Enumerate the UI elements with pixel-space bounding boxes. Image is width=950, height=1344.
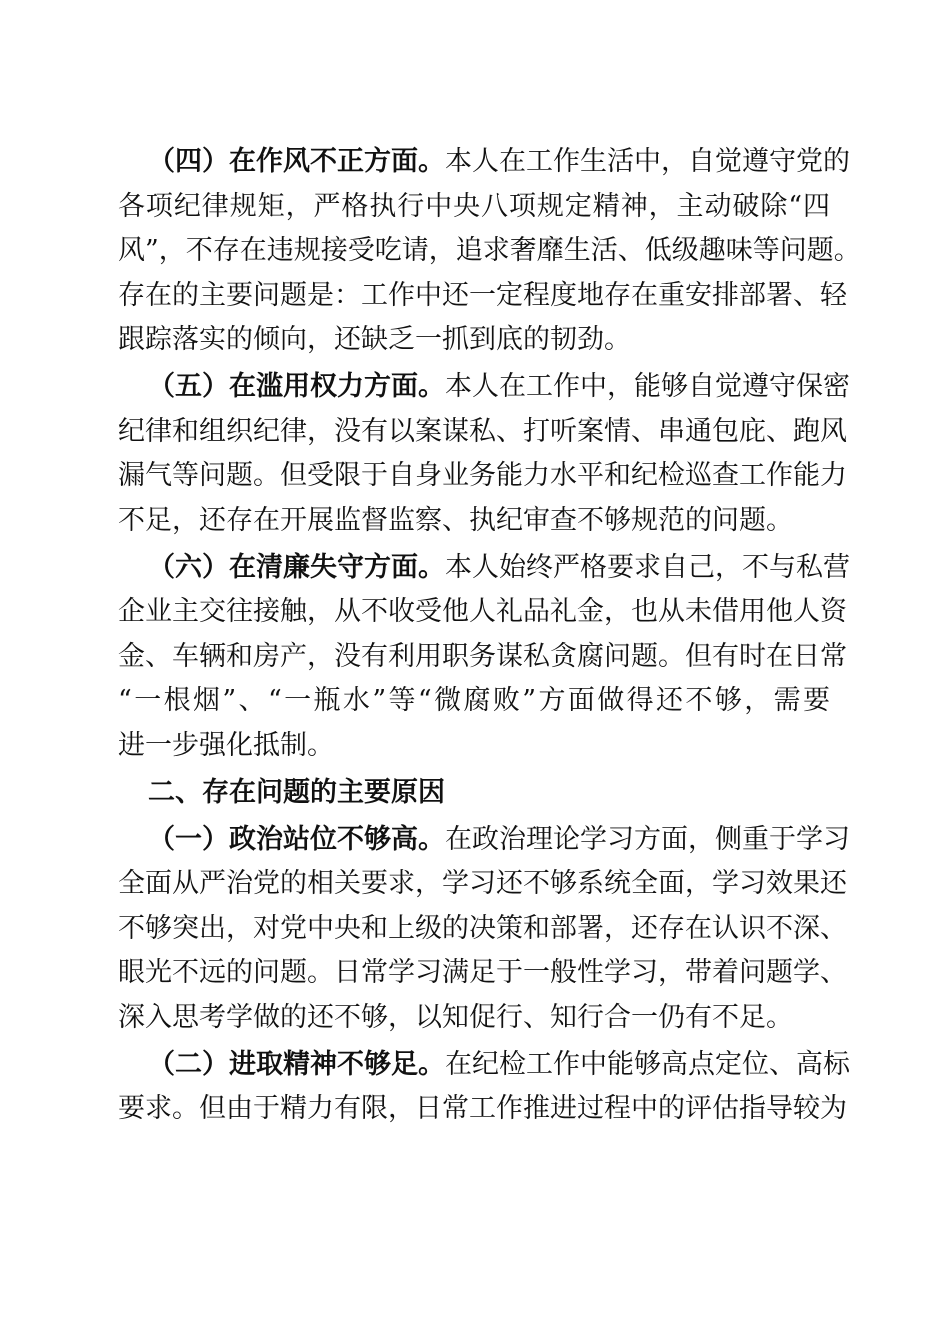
paragraph-lead: （五）在滥用权力方面。	[148, 371, 445, 403]
section-heading: 二、存在问题的主要原因	[148, 776, 445, 808]
text-line	[118, 818, 850, 863]
text-line	[118, 679, 830, 724]
text-line	[118, 185, 830, 230]
text-line	[118, 454, 847, 499]
text-line	[118, 410, 847, 455]
paragraph-lead: （一）政治站位不够高。	[148, 823, 445, 855]
line-text: 眼光不远的问题。日常学习满足于一般性学习，带着问题学、	[118, 957, 847, 989]
line-text: 要求。但由于精力有限，日常工作推进过程中的评估指导较为	[118, 1093, 847, 1125]
line-text: 风”，不存在违规接受吃请，追求奢靡生活、低级趣味等问题。	[118, 235, 861, 266]
line-text: 跟踪落实的倾向，还缺乏一抓到底的韧劲。	[118, 324, 631, 355]
line-text: 不足，还存在开展监督监察、执纪审查不够规范的问题。	[118, 504, 793, 536]
line-text: 本人在工作生活中，自觉遵守党的	[445, 146, 850, 177]
text-line	[118, 1043, 850, 1088]
line-text: 本人在工作中，能够自觉遵守保密	[445, 371, 850, 403]
text-line	[118, 951, 847, 996]
text-line	[118, 546, 850, 591]
text-line	[118, 229, 861, 274]
paragraph	[118, 140, 861, 363]
line-text: 企业主交往接触，从不收受他人礼品礼金，也从未借用他人资	[118, 596, 847, 628]
text-line	[118, 1087, 847, 1132]
line-text: 不够突出，对党中央和上级的决策和部署，还存在认识不深、	[118, 912, 847, 944]
line-text: 深入思考学做的还不够，以知促行、知行合一仍有不足。	[118, 1001, 793, 1033]
line-text: 存在的主要问题是：工作中还一定程度地存在重安排部署、轻	[118, 279, 847, 311]
text-line	[118, 140, 850, 185]
line-text: 进一步强化抵制。	[118, 729, 334, 761]
text-line	[118, 724, 830, 769]
paragraph	[118, 1043, 850, 1132]
text-line	[118, 318, 830, 363]
paragraph-lead: （四）在作风不正方面。	[148, 146, 445, 177]
line-text: “一根烟”、“一瓶水”等“微腐败”方面做得还不够，需要	[118, 685, 830, 717]
line-text: 在政治理论学习方面，侧重于学习	[445, 823, 850, 855]
text-line	[118, 635, 847, 680]
text-line	[118, 907, 847, 952]
line-text: 各项纪律规矩，严格执行中央八项规定精神，主动破除“四	[118, 190, 830, 222]
text-line	[118, 499, 830, 544]
line-text: 金、车辆和房产，没有利用职务谋私贪腐问题。但有时在日常	[118, 640, 847, 672]
document-body	[118, 140, 861, 1135]
line-text: 纪律和组织纪律，没有以案谋私、打听案情、串通包庇、跑风	[118, 415, 847, 447]
line-text: 漏气等问题。但受限于自身业务能力水平和纪检巡查工作能力	[118, 460, 847, 492]
paragraph	[118, 365, 850, 543]
paragraph-lead: （六）在清廉失守方面。	[148, 551, 445, 583]
text-line	[118, 365, 850, 410]
text-line	[118, 996, 830, 1041]
paragraph	[118, 818, 850, 1041]
line-text: 全面从严治党的相关要求，学习还不够系统全面，学习效果还	[118, 868, 847, 900]
text-line	[118, 862, 847, 907]
line-text: 本人始终严格要求自己，不与私营	[445, 551, 850, 583]
paragraph	[118, 546, 850, 769]
text-line	[118, 590, 847, 635]
text-line	[118, 274, 847, 319]
line-text: 在纪检工作中能够高点定位、高标	[445, 1048, 850, 1080]
paragraph-lead: （二）进取精神不够足。	[148, 1048, 445, 1080]
